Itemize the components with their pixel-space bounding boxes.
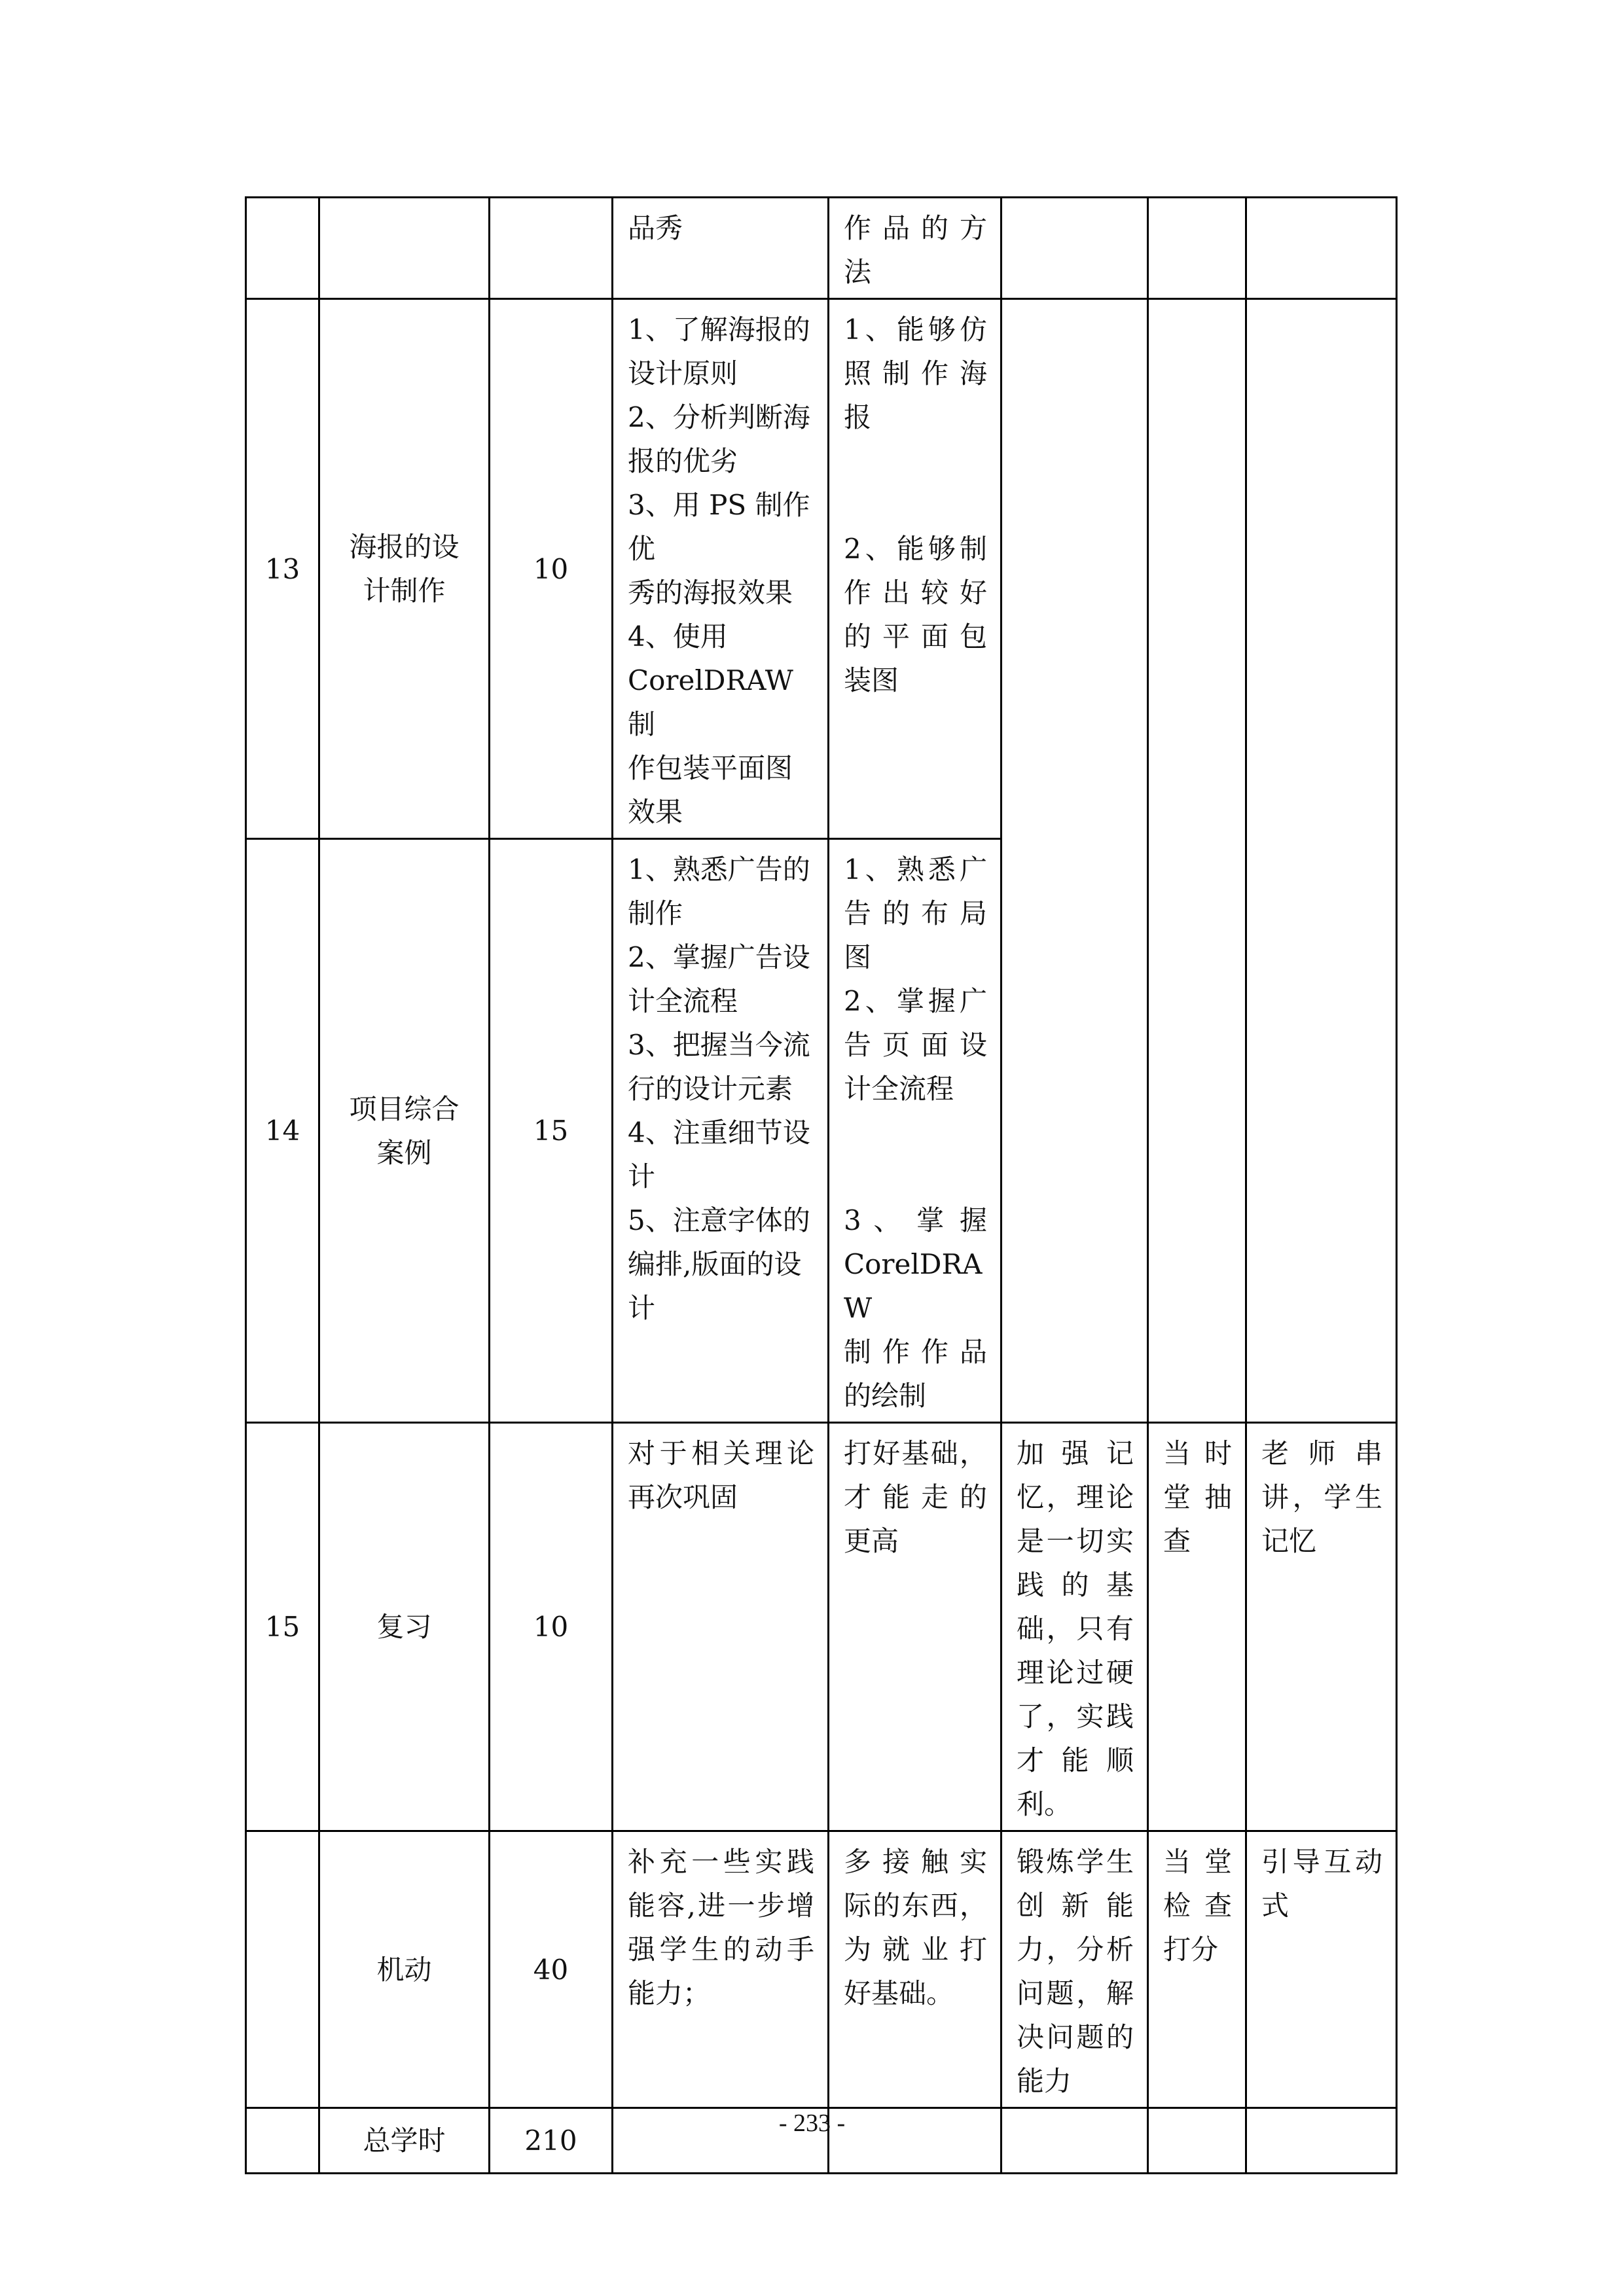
cell-line: 效果	[628, 796, 683, 828]
cell-content	[613, 198, 829, 299]
cell-line: 作出较好	[844, 577, 987, 609]
cell-line: 1、熟悉广告的	[628, 853, 810, 886]
cell-line: 计制作	[363, 575, 446, 607]
cell-line: 照制作海	[844, 357, 987, 389]
cell-line: 3 、 掌 握	[844, 1204, 987, 1236]
cell-topic	[319, 198, 490, 299]
cell-line: 图	[844, 941, 872, 973]
cell-c8	[1246, 1423, 1397, 1831]
cell-line: 才能走的	[844, 1481, 987, 1513]
cell-line: 了，实践	[1017, 1700, 1134, 1732]
cell-line: 制作作品	[844, 1336, 987, 1368]
cell-c7	[1148, 1831, 1246, 2108]
cell-line: 决问题的	[1017, 2021, 1134, 2053]
cell-c6	[1001, 198, 1148, 299]
cell-hours: 15	[490, 839, 613, 1423]
cell-skills	[829, 1423, 1001, 1831]
cell-topic	[319, 1831, 490, 2108]
cell-topic	[319, 1423, 490, 1831]
cell-line: 能容,进一步增	[628, 1890, 814, 1922]
cell-line: 加强记	[1017, 1437, 1134, 1469]
cell-hours: 210	[490, 2108, 613, 2174]
spacer	[844, 439, 987, 527]
cell-num	[246, 198, 319, 299]
cell-line: 当堂	[1163, 1846, 1232, 1878]
cell-line: 4、注重细节设	[628, 1117, 810, 1149]
cell-line: 力，分析	[1017, 1933, 1134, 1965]
cell-line: 是一切实	[1017, 1525, 1134, 1557]
cell-c8	[1246, 198, 1397, 299]
cell-line: 2、掌握广告设	[628, 941, 810, 973]
cell-line: 打好基础，	[844, 1437, 987, 1469]
cell-line: 利。	[1017, 1788, 1072, 1820]
cell-line: 能力；	[628, 1977, 711, 2009]
cell-line: 2、能够制	[844, 533, 987, 565]
cell-line: 机动	[376, 1953, 432, 1986]
cell-line: 更高	[844, 1525, 899, 1557]
cell-line: 秀的海报效果	[628, 577, 793, 609]
cell-line: 检查	[1163, 1890, 1232, 1922]
cell-num: 15	[246, 1423, 319, 1831]
table-row	[246, 1423, 1397, 1831]
cell-line: CorelDRAW	[844, 1248, 983, 1324]
cell-hours: 40	[490, 1831, 613, 2108]
cell-line: 制作	[628, 897, 683, 929]
cell-line: 1、能够仿	[844, 314, 987, 346]
cell-line: 报的优劣	[628, 445, 738, 477]
cell-line: 老师串	[1261, 1437, 1382, 1469]
cell-num	[246, 1831, 319, 2108]
cell-line: 为就业打	[844, 1933, 987, 1965]
cell-line: 才能顺	[1017, 1744, 1134, 1776]
cell-c6	[1001, 1423, 1148, 1831]
spacer	[844, 1111, 987, 1198]
cell-line: 计	[628, 1160, 656, 1193]
cell-c6	[1001, 299, 1148, 1423]
cell-content	[613, 839, 829, 1423]
cell-line: 作包装平面图	[628, 752, 793, 784]
cell-skills	[829, 1831, 1001, 2108]
cell-topic: 总学时	[319, 2108, 490, 2174]
cell-line: 报	[844, 401, 872, 433]
cell-hours	[490, 198, 613, 299]
cell-line: 的绘制	[844, 1380, 927, 1412]
cell-line: 装图	[844, 664, 899, 696]
cell-line: 创新能	[1017, 1890, 1134, 1922]
cell-line: 编排,版面的设	[628, 1248, 802, 1280]
cell-line: 当时	[1163, 1437, 1232, 1469]
cell-skills	[829, 299, 1001, 839]
cell-line: 计	[628, 1292, 656, 1324]
cell-line: CorelDRAW 制	[628, 664, 793, 740]
cell-c7	[1148, 1423, 1246, 1831]
cell-line: 1、熟悉广	[844, 853, 987, 886]
table-row	[246, 299, 1397, 839]
cell-line: 2、掌握广	[844, 985, 987, 1017]
cell-line: 品秀	[628, 212, 683, 244]
cell-line: 项目综合	[349, 1092, 460, 1125]
cell-line: 计全流程	[628, 985, 738, 1017]
cell-line: 强学生的动手	[628, 1933, 814, 1965]
cell-num: 13	[246, 299, 319, 839]
cell-line: 复习	[376, 1611, 432, 1643]
cell-c6	[1001, 1831, 1148, 2108]
cell-line: 行的设计元素	[628, 1073, 793, 1105]
cell-line: 的平面包	[844, 620, 987, 653]
cell-content	[613, 1423, 829, 1831]
cell-line: 理论过硬	[1017, 1657, 1134, 1689]
cell-line: 际的东西，	[844, 1890, 987, 1922]
cell-c7	[1148, 198, 1246, 299]
cell-line: 记忆	[1261, 1525, 1317, 1557]
cell-line: 对于相关理论	[628, 1437, 814, 1469]
table-row	[246, 1831, 1397, 2108]
cell-line: 能力	[1017, 2065, 1072, 2097]
cell-line: 1、了解海报的	[628, 314, 810, 346]
cell-line: 告的布局	[844, 897, 987, 929]
cell-line: 4、使用	[628, 620, 728, 653]
cell-line: 3、把握当今流	[628, 1029, 810, 1061]
cell-line: 计全流程	[844, 1073, 954, 1105]
cell-topic	[319, 299, 490, 839]
table-row	[246, 198, 1397, 299]
cell-line: 锻炼学生	[1017, 1846, 1134, 1878]
cell-line: 引导互动	[1261, 1846, 1382, 1878]
page-number: - 233 -	[778, 2109, 846, 2137]
cell-line: 设计原则	[628, 357, 738, 389]
curriculum-table	[245, 196, 1398, 2174]
cell-hours: 10	[490, 1423, 613, 1831]
cell-topic	[319, 839, 490, 1423]
cell-content	[613, 299, 829, 839]
cell-line: 再次巩固	[628, 1481, 738, 1513]
cell-line: 打分	[1163, 1933, 1219, 1965]
cell-line: 2、分析判断海	[628, 401, 810, 433]
cell-line: 查	[1163, 1525, 1191, 1557]
cell-content	[613, 1831, 829, 2108]
cell-line: 式	[1261, 1890, 1290, 1922]
cell-line: 补充一些实践	[628, 1846, 814, 1878]
cell-line: 问题，解	[1017, 1977, 1134, 2009]
cell-c8	[1246, 299, 1397, 1423]
cell-line: 法	[844, 256, 872, 288]
cell-line: 讲，学生	[1261, 1481, 1382, 1513]
cell-line: 践的基	[1017, 1569, 1134, 1601]
cell-line: 好基础。	[844, 1977, 954, 2009]
cell-c7	[1148, 299, 1246, 1423]
cell-line: 忆，理论	[1017, 1481, 1134, 1513]
cell-line: 5、注意字体的	[628, 1204, 810, 1236]
cell-line: 告页面设	[844, 1029, 987, 1061]
cell-line: 海报的设	[349, 531, 460, 563]
cell-skills	[829, 839, 1001, 1423]
cell-num: 14	[246, 839, 319, 1423]
cell-skills	[829, 198, 1001, 299]
cell-c8	[1246, 1831, 1397, 2108]
cell-line: 多接触实	[844, 1846, 987, 1878]
cell-hours: 10	[490, 299, 613, 839]
cell-line: 3、用 PS 制作优	[628, 489, 810, 565]
cell-line: 堂抽	[1163, 1481, 1232, 1513]
cell-line: 础，只有	[1017, 1613, 1134, 1645]
cell-line: 作品的方	[844, 212, 987, 244]
cell-line: 案例	[376, 1136, 432, 1169]
